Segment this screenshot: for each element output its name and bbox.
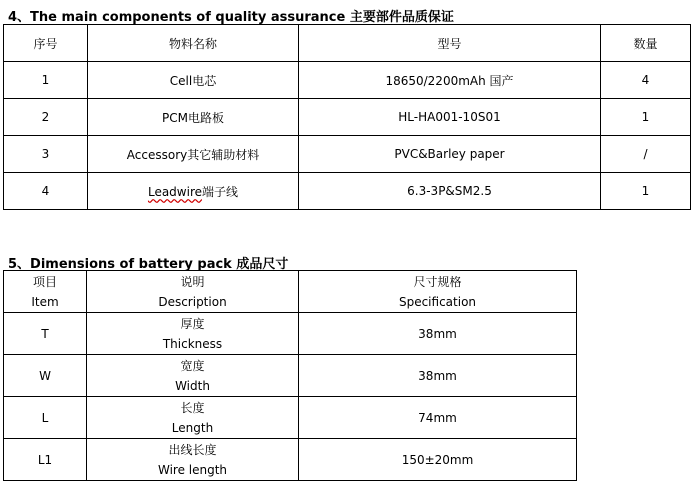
row-material-name: Cell电芯 (88, 62, 299, 99)
description-cn: 长度 (180, 400, 205, 415)
header-model: 型号 (299, 25, 601, 62)
section-4-heading: 4、The main components of quality assurance 主要部件品质保证 (8, 10, 454, 25)
description-cn: 宽度 (180, 358, 205, 373)
description-en: Length (171, 420, 214, 435)
row-description (87, 313, 299, 355)
row-no: 3 (4, 136, 88, 173)
header-material-name: 物料名称 (88, 25, 299, 62)
row-model: PVC&Barley paper (299, 136, 601, 173)
table-row (4, 313, 577, 355)
row-item: W (4, 355, 87, 397)
table-row (4, 397, 577, 439)
row-item: L1 (4, 439, 87, 481)
table-row (4, 136, 691, 173)
header-description-en: Description (158, 294, 227, 309)
row-model: 6.3-3P&SM2.5 (299, 173, 601, 210)
description-en: Thickness (162, 336, 223, 351)
section-5-heading: 5、Dimensions of battery pack 成品尺寸 (8, 257, 289, 272)
row-item: L (4, 397, 87, 439)
spellcheck-underlined-word: Leadwire (147, 184, 202, 199)
description-cn: 出线长度 (168, 442, 217, 457)
row-model: 18650/2200mAh 国产 (299, 62, 601, 99)
row-no: 2 (4, 99, 88, 136)
components-table (3, 24, 691, 210)
row-quantity: 4 (601, 62, 691, 99)
components-header-row (4, 25, 691, 62)
row-specification: 38mm (299, 313, 577, 355)
row-material-name: PCM电路板 (88, 99, 299, 136)
row-quantity: 1 (601, 99, 691, 136)
description-cn: 厚度 (180, 316, 205, 331)
row-description (87, 439, 299, 481)
description-en: Width (175, 378, 210, 393)
table-row (4, 439, 577, 481)
header-item-en: Item (31, 294, 59, 309)
header-specification-en: Specification (398, 294, 477, 309)
header-quantity: 数量 (601, 25, 691, 62)
row-no: 4 (4, 173, 88, 210)
table-row (4, 173, 691, 210)
dimensions-header-row (4, 271, 577, 313)
table-row (4, 355, 577, 397)
row-description (87, 397, 299, 439)
header-serial-no: 序号 (4, 25, 88, 62)
row-material-name (88, 173, 299, 210)
table-row (4, 62, 691, 99)
row-no: 1 (4, 62, 88, 99)
row-quantity: / (601, 136, 691, 173)
description-en: Wire length (157, 462, 228, 477)
row-model: HL-HA001-10S01 (299, 99, 601, 136)
row-material-name: Accessory其它辅助材料 (88, 136, 299, 173)
row-specification: 74mm (299, 397, 577, 439)
row-quantity: 1 (601, 173, 691, 210)
header-description-cn: 说明 (180, 274, 205, 289)
row-specification: 38mm (299, 355, 577, 397)
row-specification: 150±20mm (299, 439, 577, 481)
header-specification-cn: 尺寸规格 (413, 274, 462, 289)
row-item: T (4, 313, 87, 355)
header-specification (299, 271, 577, 313)
header-description (87, 271, 299, 313)
row-description (87, 355, 299, 397)
header-item-cn: 项目 (32, 274, 57, 289)
dimensions-table (3, 270, 577, 481)
table-row (4, 99, 691, 136)
header-item (4, 271, 87, 313)
material-name-cn: 端子线 (202, 184, 239, 199)
